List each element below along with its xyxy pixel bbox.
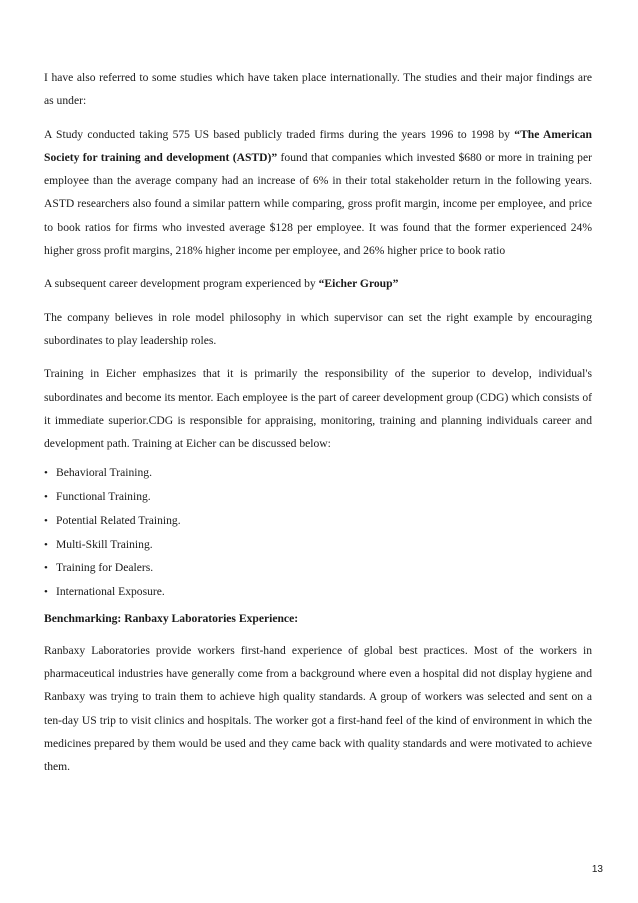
list-item [44,537,592,553]
list-item-text: Training for Dealers. [56,561,154,575]
eicher-organization-name: “Eicher Group” [318,277,399,291]
list-item-text: Multi-Skill Training. [56,537,153,551]
bullet-icon: • [44,585,48,598]
list-item [44,560,592,576]
bullet-icon: • [44,514,48,527]
list-item [44,465,592,481]
eicher-intro-paragraph [44,272,592,295]
astd-study-findings: found that companies which invested $680 or more in training per employee than the average company had an increase of 6% in their total stakeholder return in the following years. ASTD researchers also found a similar pattern while comparing, gross profit margin, income per employee, and price to book ratios for firms who invested average $128 per employee. It was found that the former experienced 24% higher gross profit margins, 218% higher income per employee, and 26% higher price to book ratio [44,150,592,258]
list-item [44,513,592,529]
intro-paragraph: I have also referred to some studies which have taken place internationally. The studies and their major findings are as under: [44,71,592,108]
list-item [44,584,592,600]
astd-study-paragraph [44,123,592,263]
bullet-icon: • [44,491,48,504]
list-item [44,489,592,505]
bullet-icon: • [44,562,48,575]
astd-study-lead: A Study conducted taking 575 US based publicly traded firms during the years 1996 to 1998 by [44,127,515,141]
page-number: 13 [591,864,603,875]
bullet-icon: • [44,467,48,480]
benchmarking-heading: Benchmarking: Ranbaxy Laboratories Experience: [44,611,299,625]
list-item-text: Behavioral Training. [56,466,152,480]
list-item-text: Potential Related Training. [56,513,181,527]
eicher-intro-lead: A subsequent career development program experienced by [44,277,319,291]
body-text [44,66,592,779]
training-types-list [44,465,592,599]
benchmarking-paragraph: Ranbaxy Laboratories provide workers first-hand experience of global best practices. Most of the workers in pharmaceutical industries have generally come from a background where even a hospital did not display hygiene and Ranbaxy was trying to train them to achieve high quality standards. A group of workers was selected and sent on a ten-day US trip to visit clinics and hospitals. The worker got a first-hand feel of the kind of environment in which the medicines prepared by them would be used and they came back with quality standards and were motivated to achieve them. [44,643,592,774]
bullet-icon: • [44,538,48,551]
astd-organization-name: “The American Society for training and development (ASTD)” [44,127,592,164]
list-item-text: Functional Training. [56,490,151,504]
eicher-philosophy-paragraph: The company believes in role model philosophy in which supervisor can set the right example by encouraging subordinates to play leadership roles. [44,310,592,347]
eicher-training-paragraph: Training in Eicher emphasizes that it is primarily the responsibility of the superior to develop, individual's subordinates and become its mentor. Each employee is the part of career development group (CDG) which consists of it immediate superior.CDG is responsible for appraising, monitoring, training and planning individuals career and development path. Training at Eicher can be discussed below: [44,367,592,451]
list-item-text: International Exposure. [56,584,165,598]
